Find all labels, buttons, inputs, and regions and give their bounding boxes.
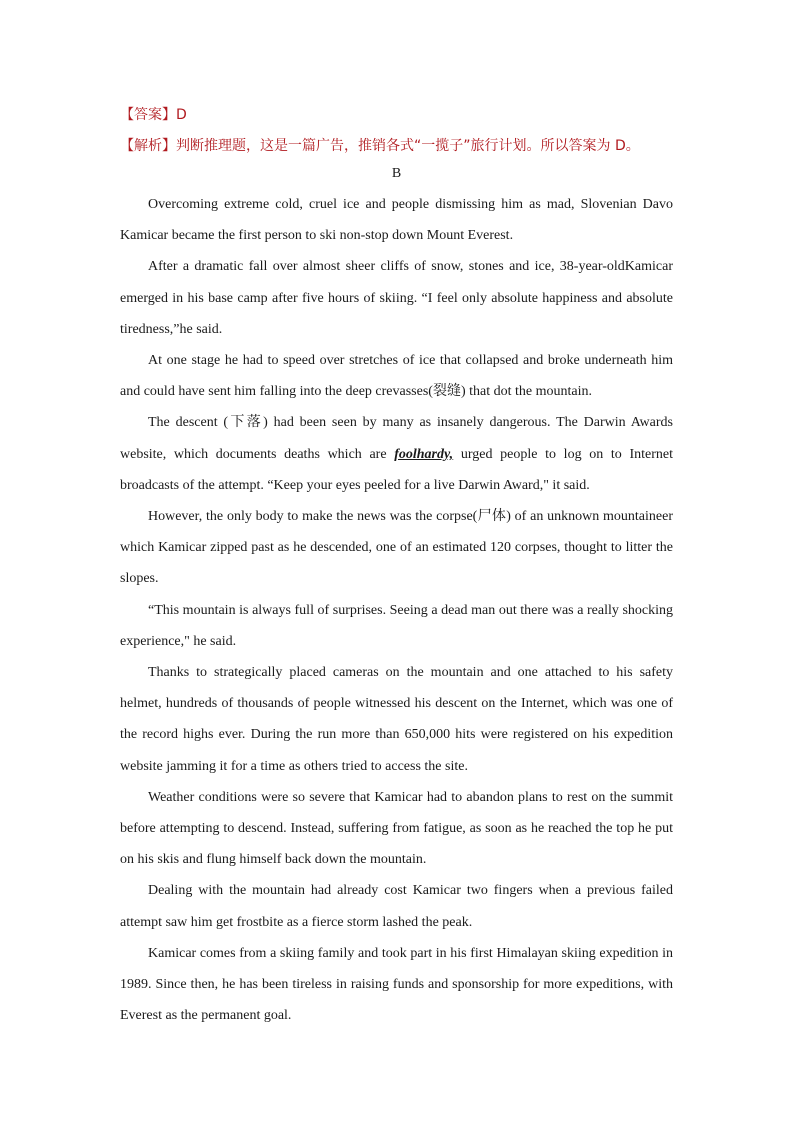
- answer-label: 【答案】: [120, 107, 176, 123]
- paragraph: Weather conditions were so severe that Kamicar had to abandon plans to rest on the summit before attempting to descend. Instead, suffering from fatigue, as soon as he reached the top he put on his skis and flung himself back down the mountain.: [120, 789, 673, 868]
- highlighted-keyword: foolhardy,: [394, 446, 454, 462]
- paragraph: Thanks to strategically placed cameras on the mountain and one attached to his safety helmet, hundreds of thousands of people witnessed his descent on the Internet, which was one of the record highs ever. During the run more than 650,000 hits were registered on his expedition website jamming it for a time as others tried to access the site.: [120, 665, 673, 774]
- paragraph: [120, 407, 673, 501]
- answer-block: [120, 100, 680, 162]
- answer-value: D: [176, 107, 187, 123]
- section-letter: B: [391, 166, 402, 181]
- answer-line: [120, 100, 680, 131]
- paragraph: Kamicar comes from a skiing family and took part in his first Himalayan skiing expedition in 1989. Since then, he has been tireless in raising funds and sponsorship for more expeditions, with Everest as the permanent goal.: [120, 945, 673, 1024]
- analysis-line: [120, 131, 680, 162]
- paragraph-text: The descent (下落) had been seen by many as insanely dangerous. The Darwin Awards website, which documents deaths which are: [120, 415, 673, 462]
- paragraph: “This mountain is always full of surprises. Seeing a dead man out there was a really shocking experience," he said.: [120, 602, 673, 649]
- analysis-label: 【解析】: [120, 138, 176, 154]
- paragraph: Overcoming extreme cold, cruel ice and people dismissing him as mad, Slovenian Davo Kamicar became the first person to ski non-stop down Mount Everest.: [120, 197, 673, 244]
- paragraph: After a dramatic fall over almost sheer cliffs of snow, stones and ice, 38-year-oldKamicar emerged in his base camp after five hours of skiing. “I feel only absolute happiness and absolute tiredness,”he said.: [120, 259, 673, 337]
- reading-passage: [120, 189, 673, 1031]
- paragraph: However, the only body to make the news was the corpse(尸体) of an unknown mountaineer which Kamicar zipped past as he descended, one of an estimated 120 corpses, thought to litter the slopes.: [120, 509, 673, 587]
- paragraph: At one stage he had to speed over stretches of ice that collapsed and broke underneath him and could have sent him falling into the deep crevasses(裂缝) that dot the mountain.: [120, 353, 673, 400]
- paragraph: Dealing with the mountain had already cost Kamicar two fingers when a previous failed attempt saw him get frostbite as a fierce storm lashed the peak.: [120, 883, 673, 930]
- paragraph-text: urged people to log on to Internet broadcasts of the attempt. “Keep your eyes peeled for a live Darwin Award," it said.: [120, 446, 673, 493]
- analysis-text: 判断推理题，这是一篇广告，推销各式“一揽子”旅行计划。所以答案为 D。: [176, 138, 640, 154]
